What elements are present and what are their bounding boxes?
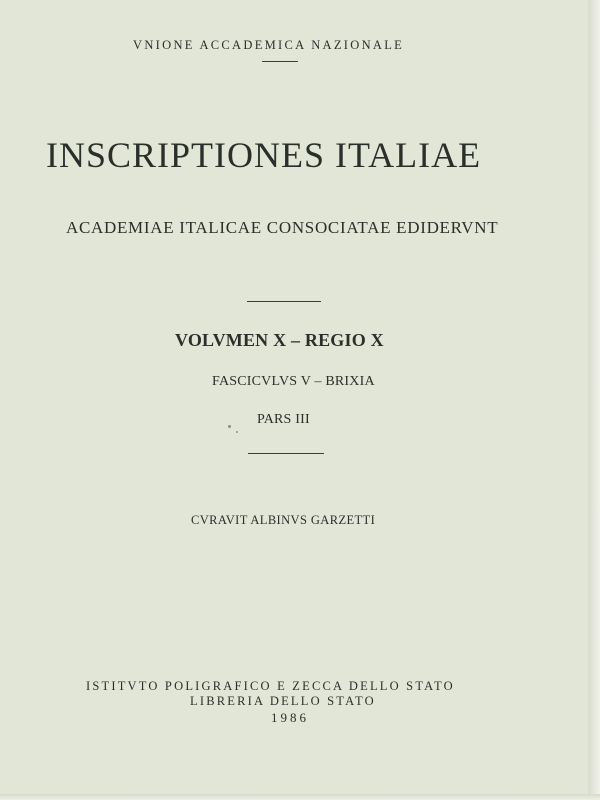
- pars-line: PARS III: [257, 412, 310, 427]
- subtitle: ACADEMIAE ITALICAE CONSOCIATAE EDIDERVNT: [66, 218, 499, 237]
- publisher-header: VNIONE ACCADEMICA NAZIONALE: [133, 38, 405, 52]
- page-edge-right: [588, 0, 600, 800]
- page-spot: [228, 425, 231, 428]
- header-divider: [262, 61, 298, 62]
- volume-line: VOLVMEN X – REGIO X: [175, 330, 384, 350]
- fascicle-line: FASCICVLVS V – BRIXIA: [212, 374, 375, 389]
- lower-divider: [248, 453, 324, 454]
- upper-divider: [247, 301, 321, 302]
- imprint-line-2: LIBRERIA DELLO STATO: [190, 694, 376, 708]
- page-spot: [236, 431, 238, 433]
- publication-year: 1986: [271, 710, 309, 725]
- imprint-line-1: ISTITVTO POLIGRAFICO E ZECCA DELLO STATO: [86, 679, 455, 693]
- editor-line: CVRAVIT ALBINVS GARZETTI: [191, 513, 376, 527]
- page-edge-bottom: [0, 794, 600, 800]
- main-title: INSCRIPTIONES ITALIAE: [46, 135, 482, 175]
